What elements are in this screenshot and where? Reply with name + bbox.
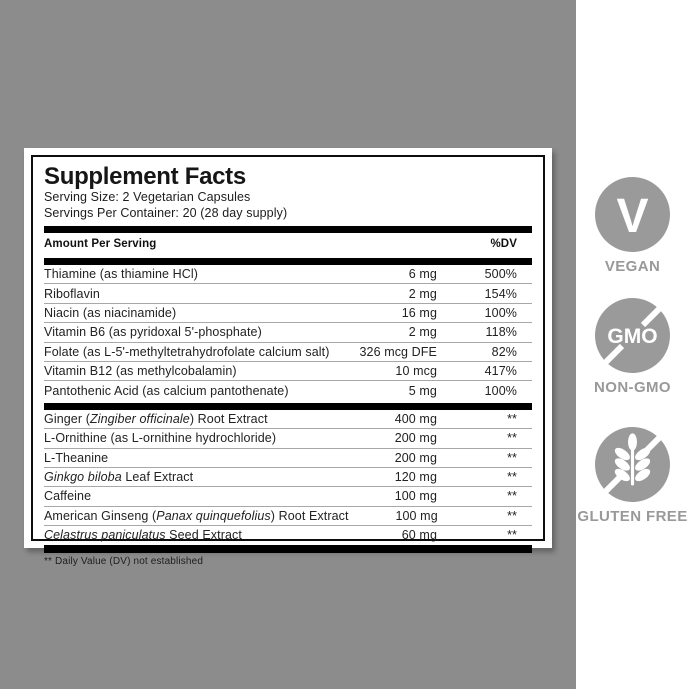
ingredient-name: Celastrus paniculatus Seed Extract [44, 528, 242, 543]
dv-header: %DV [490, 238, 517, 250]
panel-title: Supplement Facts [44, 163, 246, 190]
ingredient-dv: ** [507, 470, 517, 485]
ingredient-amount: 5 mg [408, 383, 437, 398]
ingredient-dv: ** [507, 411, 517, 426]
table-column-header [44, 233, 532, 255]
ingredient-name: Ginkgo biloba Leaf Extract [44, 470, 194, 485]
table-row [44, 526, 532, 544]
ingredient-amount: 16 mg [401, 305, 437, 320]
supplement-facts-panel [31, 155, 545, 568]
daily-value-footnote: ** Daily Value (DV) not established [44, 556, 204, 568]
ingredient-amount: 6 mg [408, 267, 437, 282]
table-row [44, 449, 532, 468]
table-row [44, 507, 532, 526]
ingredient-name: Vitamin B6 (as pyridoxal 5'-phosphate) [44, 325, 262, 340]
ingredient-dv: ** [507, 528, 517, 543]
ingredient-dv: 82% [491, 344, 517, 359]
ingredient-name: American Ginseng (Panax quinquefolius) Root Extract [44, 508, 349, 523]
ingredient-dv: 118% [485, 325, 517, 340]
table-row [44, 381, 532, 399]
ingredient-amount: 60 mg [401, 528, 437, 543]
divider-bar [44, 545, 532, 553]
ingredient-amount: 326 mcg DFE [359, 344, 437, 359]
ingredient-name: Folate (as L-5'-methyltetrahydrofolate calcium salt) [44, 344, 330, 359]
ingredient-dv: ** [507, 431, 517, 446]
ingredient-amount: 100 mg [395, 508, 438, 523]
ingredient-dv: ** [507, 489, 517, 504]
table-row [44, 429, 532, 448]
ingredient-amount: 200 mg [394, 431, 437, 446]
svg-text:V: V [616, 189, 649, 243]
table-row [44, 487, 532, 506]
ingredient-dv: ** [507, 450, 517, 465]
serving-size-line: Serving Size: 2 Vegetarian Capsules [44, 190, 251, 204]
ingredient-dv: 100% [484, 305, 517, 320]
amount-per-serving-header: Amount Per Serving [44, 238, 157, 250]
table-row [44, 362, 532, 381]
table-row [44, 265, 532, 284]
ingredient-dv: 100% [484, 383, 517, 398]
ingredient-name: Vitamin B12 (as methylcobalamin) [44, 364, 237, 379]
non-gmo-badge-label: NON-GMO [594, 379, 671, 396]
ingredient-amount: 400 mg [394, 411, 437, 426]
ingredient-amount: 120 mg [394, 470, 437, 485]
ingredient-dv: 417% [484, 364, 517, 379]
ingredient-name: L-Ornithine (as L-ornithine hydrochloride) [44, 431, 277, 446]
table-row [44, 343, 532, 362]
ingredient-name: L-Theanine [44, 450, 109, 465]
ingredient-name: Ginger (Zingiber officinale) Root Extract [44, 411, 268, 426]
non-gmo-badge [595, 298, 670, 408]
vegan-v-icon [595, 177, 670, 252]
ingredient-dv: 500% [484, 267, 517, 282]
ingredient-name: Caffeine [44, 489, 92, 504]
divider-bar [44, 258, 532, 265]
gluten-free-badge-label: GLUTEN FREE [577, 508, 688, 525]
ingredient-dv: 154% [484, 286, 517, 301]
supplement-facts-card [24, 148, 552, 568]
non-gmo-crossed-icon [595, 298, 670, 373]
ingredient-name: Riboflavin [44, 286, 100, 301]
vegan-badge-label: VEGAN [604, 258, 661, 275]
ingredient-name: Niacin (as niacinamide) [44, 305, 177, 320]
divider-bar [44, 403, 532, 410]
ingredient-amount: 10 mcg [395, 364, 437, 379]
ingredient-amount: 2 mg [408, 325, 437, 340]
vitamins-section [44, 265, 532, 400]
ingredient-name: Thiamine (as thiamine HCl) [44, 267, 199, 282]
table-row [44, 304, 532, 323]
svg-text:GMO: GMO [607, 325, 658, 348]
ingredient-dv: ** [507, 508, 517, 523]
botanicals-section [44, 410, 532, 545]
ingredient-amount: 200 mg [394, 450, 437, 465]
certification-badges-column [576, 0, 688, 689]
ingredient-amount: 100 mg [394, 489, 437, 504]
ingredient-name: Pantothenic Acid (as calcium pantothenate) [44, 383, 289, 398]
vegan-badge [595, 177, 670, 287]
divider-bar [44, 226, 532, 233]
gluten-free-badge [577, 427, 688, 537]
table-row [44, 410, 532, 429]
table-row [44, 284, 532, 303]
table-row [44, 323, 532, 342]
table-row [44, 468, 532, 487]
ingredient-amount: 2 mg [408, 286, 437, 301]
servings-per-container-line: Servings Per Container: 20 (28 day supply) [44, 205, 288, 220]
gluten-free-wheat-icon [595, 427, 670, 502]
